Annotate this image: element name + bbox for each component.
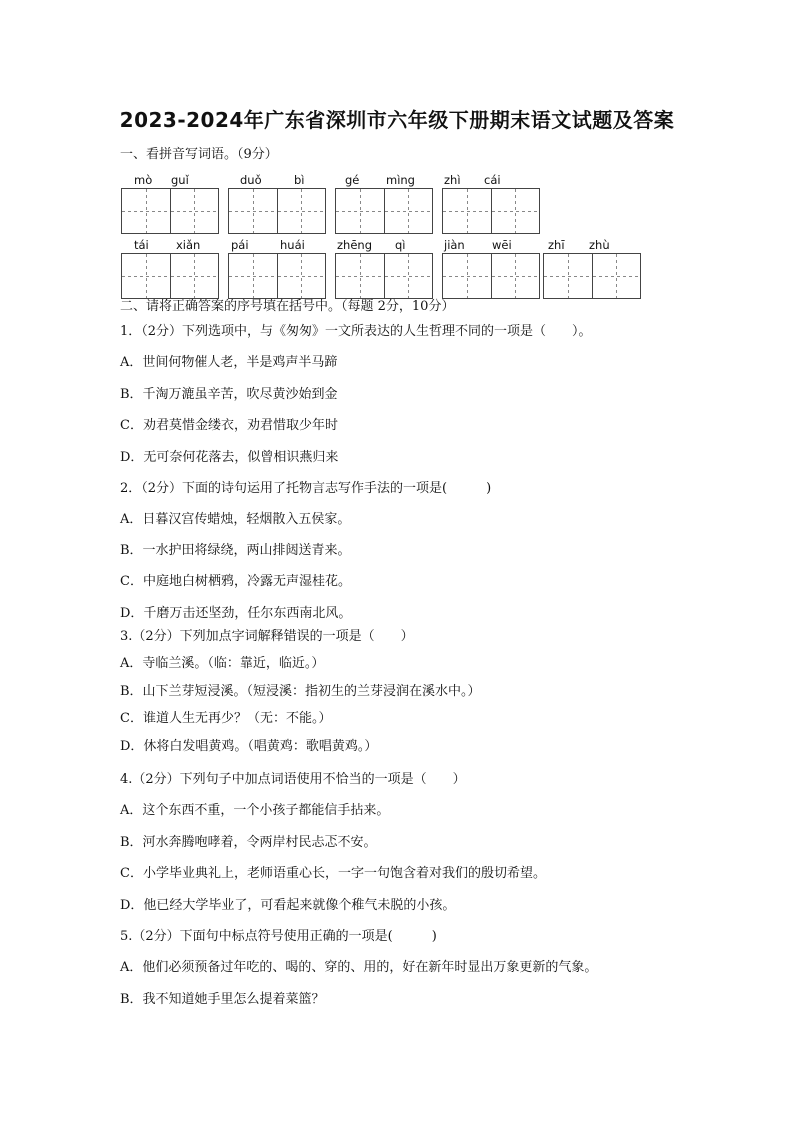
option-line: B．河水奔腾咆哮着，令两岸村民忐忑不安。 bbox=[120, 835, 377, 850]
option-line: D．休将白发唱黄鸡。（唱黄鸡：歌唱黄鸡。） bbox=[120, 739, 378, 754]
grid-cell[interactable] bbox=[336, 254, 384, 298]
option-line: B．我不知道她手里怎么提着菜篮？ bbox=[120, 992, 325, 1007]
pinyin-label: guǐ bbox=[171, 173, 189, 187]
question-line: 4.（2分）下列句子中加点词语使用不恰当的一项是（ ） bbox=[120, 772, 466, 787]
writing-grid[interactable] bbox=[228, 188, 326, 234]
pinyin-label: zhī bbox=[548, 238, 565, 252]
grid-cell[interactable] bbox=[592, 254, 640, 298]
grid-cell[interactable] bbox=[277, 254, 325, 298]
option-line: D．无可奈何花落去，似曾相识燕归来 bbox=[120, 450, 339, 465]
grid-cell[interactable] bbox=[229, 254, 277, 298]
grid-cell[interactable] bbox=[443, 189, 491, 233]
option-line: C．小学毕业典礼上，老师语重心长，一字一句饱含着对我们的殷切希望。 bbox=[120, 866, 546, 881]
question-line: 5.（2分）下面句中标点符号使用正确的一项是( ) bbox=[120, 929, 437, 944]
option-line: A．他们必须预备过年吃的、喝的、穿的、用的，好在新年时显出万象更新的气象。 bbox=[120, 960, 598, 975]
grid-cell[interactable] bbox=[544, 254, 592, 298]
writing-grid[interactable] bbox=[442, 188, 540, 234]
writing-grid[interactable] bbox=[543, 253, 641, 299]
question-line: 3.（2分）下列加点字词解释错误的一项是（ ） bbox=[120, 629, 414, 644]
writing-grid[interactable] bbox=[335, 253, 433, 299]
pinyin-label: zhēng bbox=[337, 238, 372, 252]
pinyin-label: pái bbox=[231, 238, 249, 252]
pinyin-label: tái bbox=[134, 238, 149, 252]
option-line: B．山下兰芽短浸溪。（短浸溪：指初生的兰芽浸润在溪水中。） bbox=[120, 684, 481, 699]
grid-cell[interactable] bbox=[122, 189, 170, 233]
grid-cell[interactable] bbox=[170, 254, 218, 298]
grid-cell[interactable] bbox=[336, 189, 384, 233]
grid-cell[interactable] bbox=[229, 189, 277, 233]
option-line: C．谁道人生无再少？（无：不能。） bbox=[120, 711, 332, 726]
pinyin-label: duǒ bbox=[240, 173, 262, 187]
pinyin-label: zhù bbox=[589, 238, 610, 252]
writing-grid[interactable] bbox=[121, 253, 219, 299]
grid-cell[interactable] bbox=[491, 254, 539, 298]
grid-cell[interactable] bbox=[384, 254, 432, 298]
pinyin-label: xiǎn bbox=[176, 238, 201, 252]
writing-grid[interactable] bbox=[335, 188, 433, 234]
question-line: 1．（2分）下列选项中，与《匆匆》一文所表达的人生哲理不同的一项是（ ）。 bbox=[120, 324, 592, 339]
option-line: B．一水护田将绿绕，两山排闼送青来。 bbox=[120, 543, 351, 558]
writing-grid[interactable] bbox=[121, 188, 219, 234]
pinyin-label: huái bbox=[280, 238, 305, 252]
option-line: A．寺临兰溪。（临：靠近，临近。） bbox=[120, 656, 325, 671]
writing-grid[interactable] bbox=[228, 253, 326, 299]
pinyin-label: mò bbox=[134, 173, 153, 187]
option-line: C．劝君莫惜金缕衣，劝君惜取少年时 bbox=[120, 418, 338, 433]
pinyin-label: mìng bbox=[386, 173, 415, 187]
question-line: 2．（2分）下面的诗句运用了托物言志写作手法的一项是( ) bbox=[120, 481, 492, 496]
page-title: 2023-2024年广东省深圳市六年级下册期末语文试题及答案 bbox=[119, 108, 675, 132]
pinyin-label: bì bbox=[294, 173, 305, 187]
writing-grid[interactable] bbox=[442, 253, 540, 299]
option-line: A．这个东西不重，一个小孩子都能信手拈来。 bbox=[120, 803, 390, 818]
option-line: A．日暮汉宫传蜡烛，轻烟散入五侯家。 bbox=[120, 512, 351, 527]
grid-cell[interactable] bbox=[277, 189, 325, 233]
option-line: A．世间何物催人老，半是鸡声半马蹄 bbox=[120, 355, 338, 370]
grid-cell[interactable] bbox=[384, 189, 432, 233]
option-line: D．他已经大学毕业了，可看起来就像个稚气未脱的小孩。 bbox=[120, 898, 456, 913]
option-line: C．中庭地白树栖鸦，冷露无声湿桂花。 bbox=[120, 574, 351, 589]
pinyin-label: gé bbox=[345, 173, 360, 187]
pinyin-label: qì bbox=[395, 238, 406, 252]
pinyin-label: wēi bbox=[492, 238, 512, 252]
grid-cell[interactable] bbox=[443, 254, 491, 298]
grid-cell[interactable] bbox=[491, 189, 539, 233]
grid-cell[interactable] bbox=[170, 189, 218, 233]
grid-cell[interactable] bbox=[122, 254, 170, 298]
option-line: B．千淘万漉虽辛苦，吹尽黄沙始到金 bbox=[120, 387, 338, 402]
pinyin-label: zhì bbox=[444, 173, 461, 187]
section-2-heading: 二、请将正确答案的序号填在括号中。（每题 2分，10分） bbox=[120, 299, 455, 314]
section-1-heading: 一、看拼音写词语。（9分） bbox=[120, 147, 278, 162]
pinyin-label: jiàn bbox=[444, 238, 465, 252]
pinyin-label: cái bbox=[484, 173, 501, 187]
option-line: D．千磨万击还坚劲，任尔东西南北风。 bbox=[120, 606, 352, 621]
